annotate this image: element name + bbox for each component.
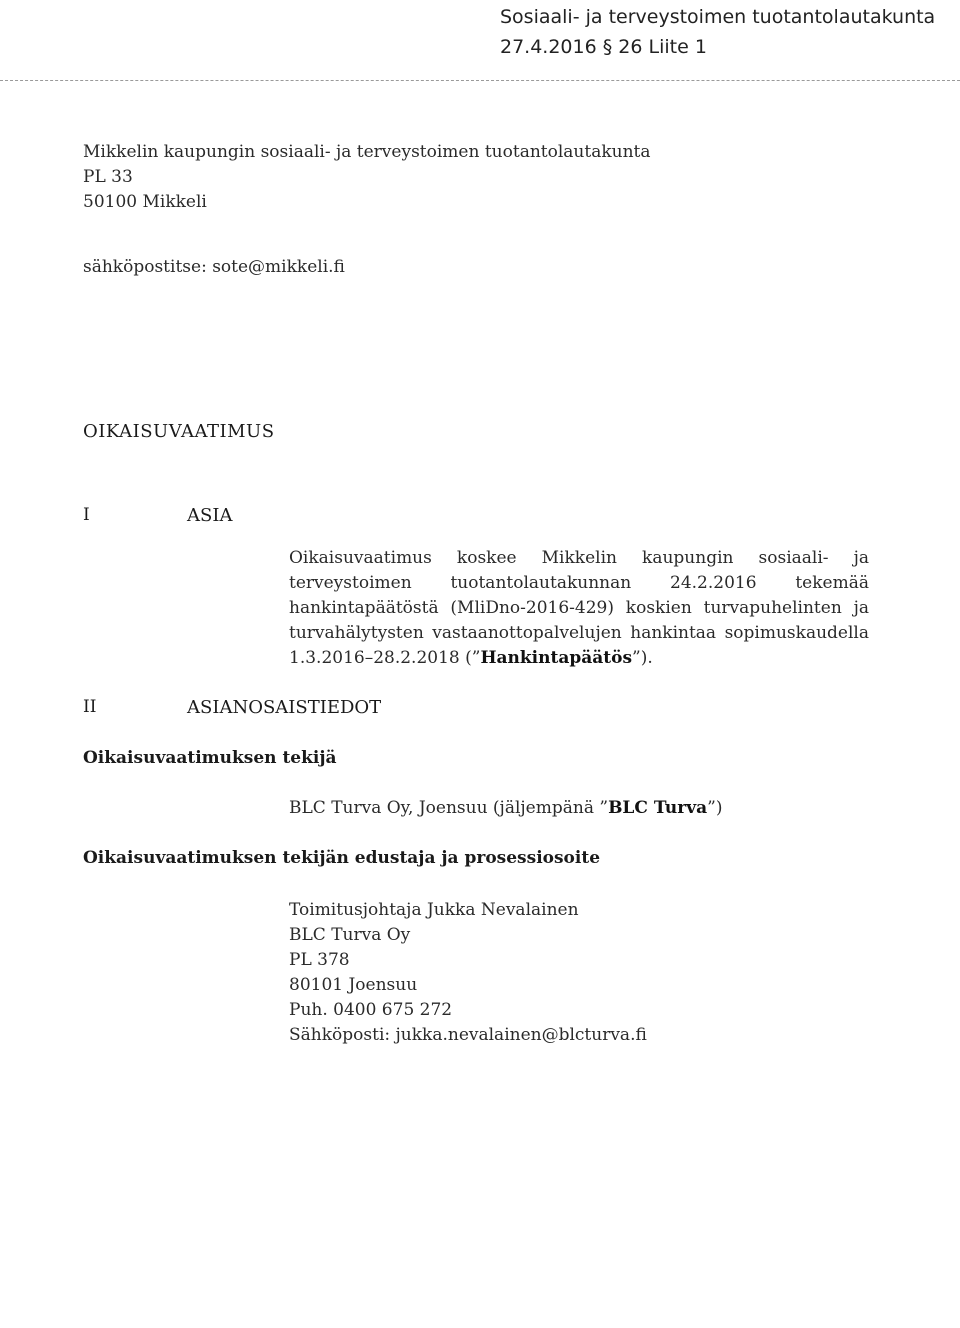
representative-email: Sähköposti: jukka.nevalainen@blcturva.fi [289,1025,647,1045]
section-1-text-end: ”). [632,648,653,668]
document-title: OIKAISUVAATIMUS [83,421,275,442]
recipient-postal: 50100 Mikkeli [83,192,207,212]
claimant-heading: Oikaisuvaatimuksen tekijä [83,748,337,768]
recipient-name: Mikkelin kaupungin sosiaali- ja terveystoimen tuotantolautakunta [83,142,651,162]
section-1-number: I [83,505,90,525]
representative-phone: Puh. 0400 675 272 [289,1000,453,1020]
representative-company: BLC Turva Oy [289,925,411,945]
claimant-end: ”) [707,798,723,818]
section-1-paragraph [289,546,869,671]
section-2-number: II [83,697,97,717]
section-1-text: Oikaisuvaatimus koskee Mikkelin kaupungin sosiaali- ja terveystoimen tuotantolautakunnan 24.2.2016 tekemää hankintapäätöstä (MliDno-2016-429) koskien turvapuhelinten ja turvahälytysten vastaanottopalvelujen hankintaa sopimuskaudella 1.3.2016–28.2.2018 (” [289,548,869,668]
claimant-bold: BLC Turva [608,798,708,818]
section-1-bold-term: Hankintapäätös [480,648,633,668]
representative-name: Toimitusjohtaja Jukka Nevalainen [289,900,579,920]
section-1-title: ASIA [187,505,233,526]
representative-box: PL 378 [289,950,350,970]
section-2-title: ASIANOSAISTIEDOT [187,697,382,718]
representative-address [289,898,647,1048]
recipient-email: sähköpostitse: sote@mikkeli.fi [83,257,345,277]
claimant-line [289,798,722,818]
representative-heading: Oikaisuvaatimuksen tekijän edustaja ja prosessiosoite [83,848,601,868]
header-divider [0,80,960,81]
representative-postal: 80101 Joensuu [289,975,418,995]
header-stamp [500,2,935,62]
recipient-box: PL 33 [83,167,133,187]
stamp-committee: Sosiaali- ja terveystoimen tuotantolautakunta [500,6,936,28]
claimant-text: BLC Turva Oy, Joensuu (jäljempänä ” [289,798,609,818]
stamp-date: 27.4.2016 § 26 Liite 1 [500,36,707,58]
recipient-address [83,140,651,215]
